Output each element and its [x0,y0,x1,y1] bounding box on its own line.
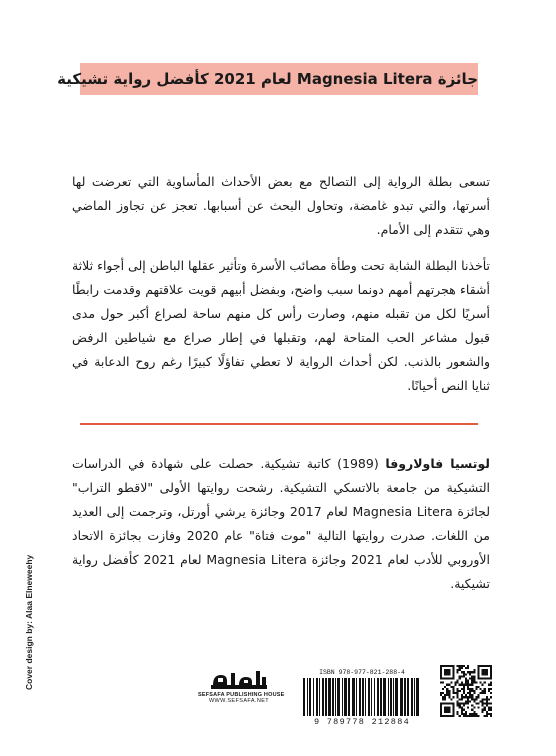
qr-code-icon [440,665,492,717]
author-bio-text: (1989) كاتبة تشيكية. حصلت على شهادة في الدراسات التشيكية من جامعة بالاتسكي التشيكية. رشحت روايتها الأولى "لاقطو التراب" لجائزة Magnesia Litera لعام 2017 وجائزة يرشي أورتل، وترجمت إلى العديد من اللغات. صدرت روايتها التالية "موت فتاة" عام 2020 وفازت بجائزة الاتحاد الأوروبي للأدب لعام 2021 وجائزة Magnesia Litera لعام 2021 كأفضل رواية تشيكية. [72,456,490,591]
isbn-barcode [296,668,428,734]
publisher-website: WWW.SEFSAFA.NET [208,698,270,704]
isbn-label: ISBN 978-977-821-288-4 [319,669,405,676]
synopsis-paragraph-1: تسعى بطلة الرواية إلى التصالح مع بعض الأحداث المأساوية التي تعرضت لها أسرتها، والتي تبدو غامضة، وتحاول البحث عن أسبابها. تعجز عن تجاوز الماضي وهي تتقدم إلى الأمام. [72,174,490,237]
synopsis-paragraph-2: تأخذنا البطلة الشابة تحت وطأة مصائب الأسرة وتأثير عقلها الباطن إلى أجواء ثلاثة أشقاء هجرتهم أمهم دونما سبب واضح، وبفضل أبيهم قويت علاقتهم وقدمت رابطًا أسريًا لكل من تقبله منهم، وصارت رأس كل منهم ساحة لصراع أكبر حول مدى قبول مشاعر الحب المتاحة لهم، وتقبلها في إطار صراع مع شياطين الرفض والشعور بالذنب. لكن أحداث الرواية لا تعطي تفاؤلًا كبيرًا رغم روح الدعابة في ثنايا النص أحيانًا. [71,258,490,393]
barcode-icon [301,678,423,716]
author-name: لوتسيا فاولاروفا [385,456,490,471]
author-bio [72,452,490,596]
publisher-block [198,669,285,719]
ean-digits: 9 789778 212884 [313,717,410,727]
award-banner [57,63,478,95]
cover-design-credit: Cover design by: Alaa Elneweehy [24,554,34,690]
sefsafa-logo-icon [209,669,269,691]
section-divider [80,423,478,425]
publisher-name: SEFSAFA PUBLISHING HOUSE [198,692,285,698]
award-banner-text: جائزة Magnesia Litera لعام 2021 كأفضل رواية تشيكية [57,70,478,88]
